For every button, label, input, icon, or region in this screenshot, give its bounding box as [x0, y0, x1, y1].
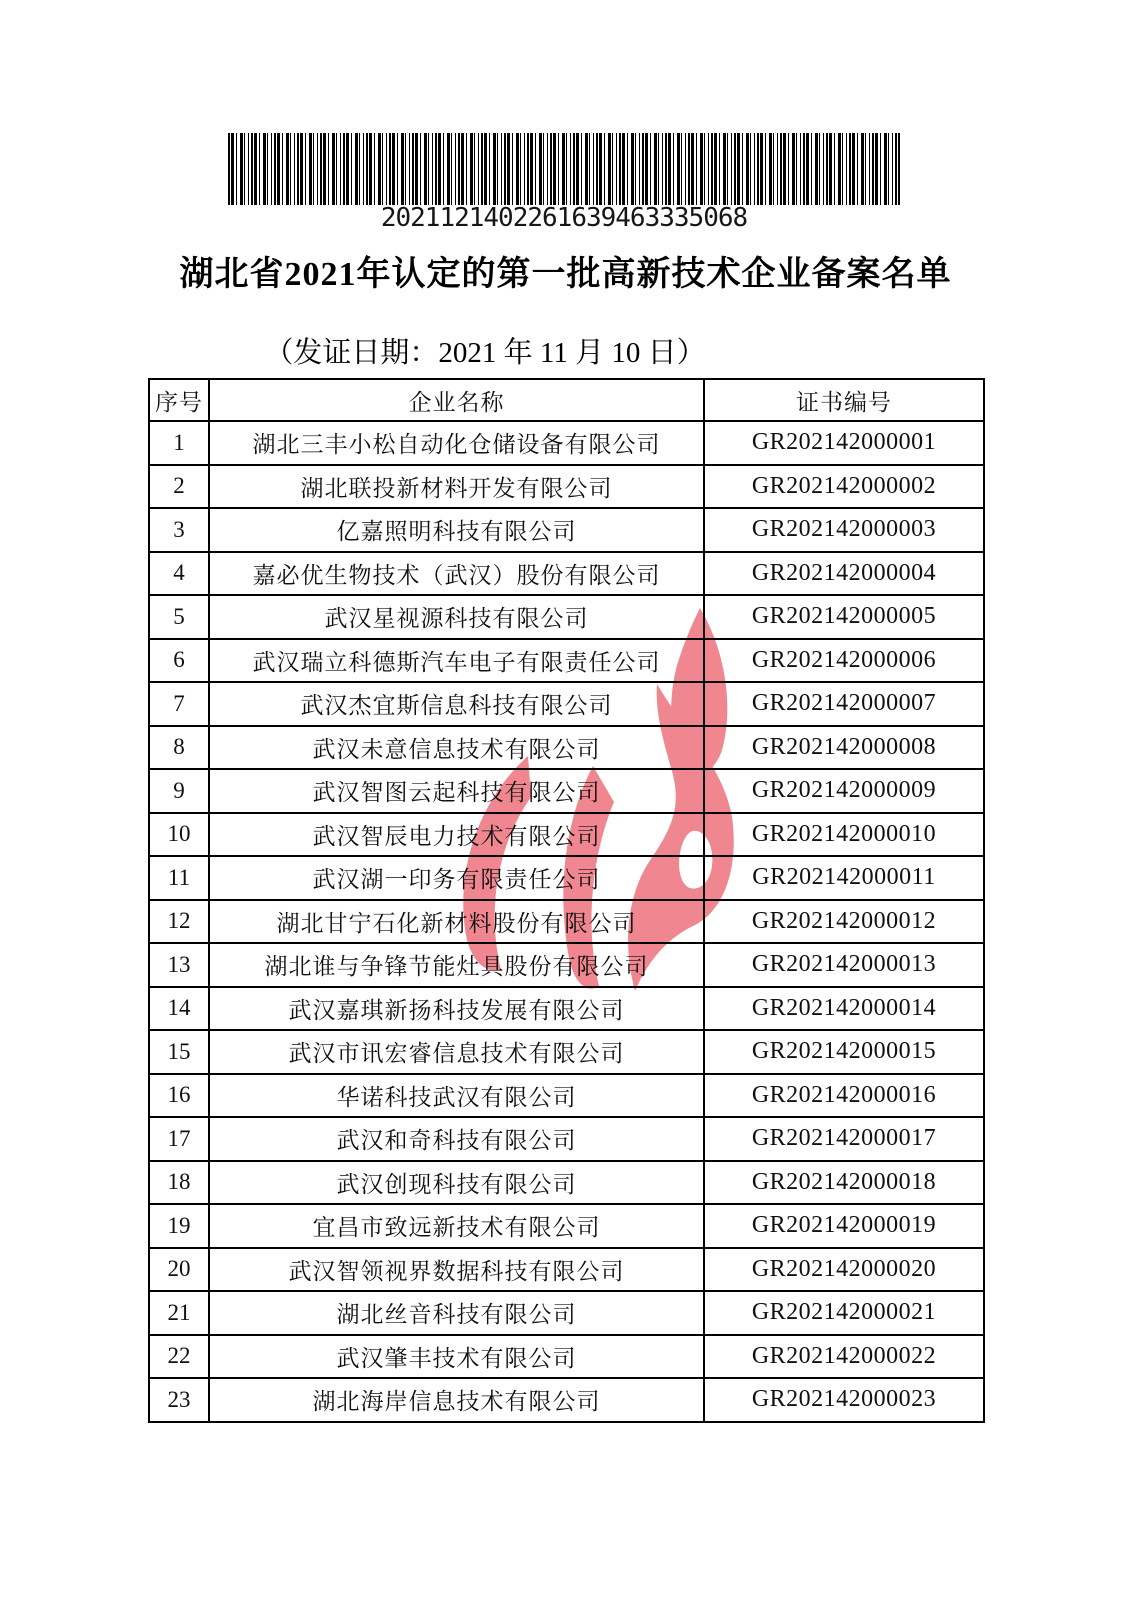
serial-number-cell: 9 — [149, 769, 209, 813]
company-name-cell: 武汉星视源科技有限公司 — [209, 595, 704, 639]
certificate-number-cell: GR202142000014 — [704, 987, 984, 1031]
serial-number-cell: 6 — [149, 639, 209, 683]
table-row — [149, 1204, 984, 1248]
certificate-number-cell: GR202142000003 — [704, 508, 984, 552]
serial-number-cell: 12 — [149, 900, 209, 944]
column-header-company-name: 企业名称 — [209, 379, 704, 421]
company-name-cell: 武汉湖一印务有限责任公司 — [209, 856, 704, 900]
serial-number-cell: 2 — [149, 465, 209, 509]
barcode-bars-image — [228, 133, 900, 205]
companies-table — [148, 378, 985, 1423]
serial-number-cell: 5 — [149, 595, 209, 639]
certificate-number-cell: GR202142000015 — [704, 1030, 984, 1074]
certificate-number-cell: GR202142000023 — [704, 1378, 984, 1422]
certificate-number-cell: GR202142000019 — [704, 1204, 984, 1248]
certificate-number-cell: GR202142000006 — [704, 639, 984, 683]
certificate-number-cell: GR202142000017 — [704, 1117, 984, 1161]
company-name-cell: 武汉市讯宏睿信息技术有限公司 — [209, 1030, 704, 1074]
table-row — [149, 1117, 984, 1161]
serial-number-cell: 10 — [149, 813, 209, 857]
company-name-cell: 武汉肇丰技术有限公司 — [209, 1335, 704, 1379]
company-name-cell: 武汉瑞立科德斯汽车电子有限责任公司 — [209, 639, 704, 683]
column-header-serial: 序号 — [149, 379, 209, 421]
serial-number-cell: 13 — [149, 943, 209, 987]
serial-number-cell: 15 — [149, 1030, 209, 1074]
company-name-cell: 亿嘉照明科技有限公司 — [209, 508, 704, 552]
table-row — [149, 726, 984, 770]
company-name-cell: 武汉和奇科技有限公司 — [209, 1117, 704, 1161]
certificate-number-cell: GR202142000010 — [704, 813, 984, 857]
page-title: 湖北省2021年认定的第一批高新技术企业备案名单 — [179, 256, 952, 293]
company-name-cell: 湖北甘宁石化新材料股份有限公司 — [209, 900, 704, 944]
table-row — [149, 1378, 984, 1422]
company-name-cell: 武汉智图云起科技有限公司 — [209, 769, 704, 813]
serial-number-cell: 11 — [149, 856, 209, 900]
certificate-number-cell: GR202142000012 — [704, 900, 984, 944]
table-row — [149, 1291, 984, 1335]
table-header-row — [149, 379, 984, 421]
serial-number-cell: 8 — [149, 726, 209, 770]
table-row — [149, 987, 984, 1031]
certificate-number-cell: GR202142000009 — [704, 769, 984, 813]
certificate-number-cell: GR202142000008 — [704, 726, 984, 770]
serial-number-cell: 3 — [149, 508, 209, 552]
table-row — [149, 856, 984, 900]
company-name-cell: 武汉杰宜斯信息科技有限公司 — [209, 682, 704, 726]
company-name-cell: 宜昌市致远新技术有限公司 — [209, 1204, 704, 1248]
issue-date-line: （发证日期：2021 年 11 月 10 日） — [264, 337, 706, 369]
serial-number-cell: 14 — [149, 987, 209, 1031]
company-name-cell: 嘉必优生物技术（武汉）股份有限公司 — [209, 552, 704, 596]
certificate-number-cell: GR202142000021 — [704, 1291, 984, 1335]
table-row — [149, 465, 984, 509]
company-name-cell: 湖北联投新材料开发有限公司 — [209, 465, 704, 509]
serial-number-cell: 17 — [149, 1117, 209, 1161]
serial-number-cell: 19 — [149, 1204, 209, 1248]
certificate-number-cell: GR202142000005 — [704, 595, 984, 639]
company-name-cell: 武汉智辰电力技术有限公司 — [209, 813, 704, 857]
table-row — [149, 682, 984, 726]
serial-number-cell: 4 — [149, 552, 209, 596]
certificate-number-cell: GR202142000020 — [704, 1248, 984, 1292]
serial-number-cell: 23 — [149, 1378, 209, 1422]
certificate-number-cell: GR202142000002 — [704, 465, 984, 509]
certificate-number-cell: GR202142000022 — [704, 1335, 984, 1379]
certificate-number-cell: GR202142000018 — [704, 1161, 984, 1205]
certificate-number-cell: GR202142000004 — [704, 552, 984, 596]
table-row — [149, 595, 984, 639]
company-name-cell: 湖北谁与争锋节能灶具股份有限公司 — [209, 943, 704, 987]
table-row — [149, 900, 984, 944]
certificate-number-cell: GR202142000013 — [704, 943, 984, 987]
table-row — [149, 1335, 984, 1379]
company-name-cell: 武汉嘉琪新扬科技发展有限公司 — [209, 987, 704, 1031]
serial-number-cell: 20 — [149, 1248, 209, 1292]
company-name-cell: 湖北丝音科技有限公司 — [209, 1291, 704, 1335]
table-row — [149, 639, 984, 683]
column-header-certificate-number: 证书编号 — [704, 379, 984, 421]
table-row — [149, 1074, 984, 1118]
company-name-cell: 武汉未意信息技术有限公司 — [209, 726, 704, 770]
barcode-number: 2021121402261639463335068 — [380, 203, 748, 233]
certificate-number-cell: GR202142000007 — [704, 682, 984, 726]
barcode — [228, 133, 900, 233]
certificate-number-cell: GR202142000001 — [704, 421, 984, 465]
table-row — [149, 943, 984, 987]
serial-number-cell: 18 — [149, 1161, 209, 1205]
certificate-number-cell: GR202142000011 — [704, 856, 984, 900]
company-name-cell: 华诺科技武汉有限公司 — [209, 1074, 704, 1118]
table-row — [149, 421, 984, 465]
table-row — [149, 1161, 984, 1205]
table-row — [149, 769, 984, 813]
serial-number-cell: 16 — [149, 1074, 209, 1118]
serial-number-cell: 22 — [149, 1335, 209, 1379]
table-row — [149, 508, 984, 552]
table-row — [149, 1248, 984, 1292]
table-row — [149, 1030, 984, 1074]
company-name-cell: 武汉智领视界数据科技有限公司 — [209, 1248, 704, 1292]
company-name-cell: 武汉创现科技有限公司 — [209, 1161, 704, 1205]
certificate-number-cell: GR202142000016 — [704, 1074, 984, 1118]
serial-number-cell: 1 — [149, 421, 209, 465]
table-row — [149, 813, 984, 857]
serial-number-cell: 7 — [149, 682, 209, 726]
company-name-cell: 湖北海岸信息技术有限公司 — [209, 1378, 704, 1422]
company-name-cell: 湖北三丰小松自动化仓储设备有限公司 — [209, 421, 704, 465]
table-row — [149, 552, 984, 596]
serial-number-cell: 21 — [149, 1291, 209, 1335]
